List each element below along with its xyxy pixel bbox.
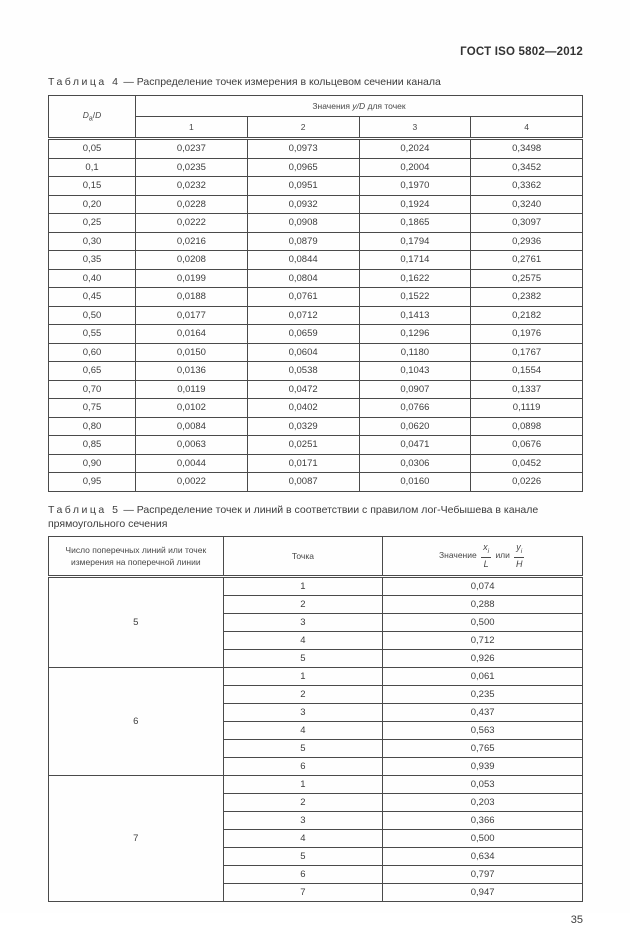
value-cell: 0,2182 bbox=[471, 306, 583, 325]
value-cell: 0,0022 bbox=[136, 473, 248, 492]
value-cell: 0,0951 bbox=[247, 177, 359, 196]
value-cell: 0,1522 bbox=[359, 288, 471, 307]
value-cell: 0,0472 bbox=[247, 380, 359, 399]
group-count-cell: 6 bbox=[49, 667, 224, 775]
value-cell: 0,437 bbox=[383, 703, 583, 721]
point-cell: 5 bbox=[223, 739, 383, 757]
point-cell: 7 bbox=[223, 883, 383, 901]
value-cell: 0,2575 bbox=[471, 269, 583, 288]
value-cell: 0,500 bbox=[383, 829, 583, 847]
table-row bbox=[49, 195, 583, 214]
value-cell: 0,0604 bbox=[247, 343, 359, 362]
page-number: 35 bbox=[570, 913, 583, 926]
value-cell: 0,0177 bbox=[136, 306, 248, 325]
point-cell: 2 bbox=[223, 685, 383, 703]
value-cell: 0,0102 bbox=[136, 399, 248, 418]
value-cell: 0,765 bbox=[383, 739, 583, 757]
value-cell: 0,0222 bbox=[136, 214, 248, 233]
value-cell: 0,0761 bbox=[247, 288, 359, 307]
table-row bbox=[49, 399, 583, 418]
table-row bbox=[49, 139, 583, 159]
value-cell: 0,0232 bbox=[136, 177, 248, 196]
value-cell: 0,0676 bbox=[471, 436, 583, 455]
ratio-cell: 0,65 bbox=[49, 362, 136, 381]
value-cell: 0,0063 bbox=[136, 436, 248, 455]
value-cell: 0,2382 bbox=[471, 288, 583, 307]
value-cell: 0,0235 bbox=[136, 158, 248, 177]
table5-header bbox=[49, 536, 583, 576]
value-cell: 0,0402 bbox=[247, 399, 359, 418]
header-span-suffix: для точек bbox=[367, 101, 406, 111]
point-cell: 1 bbox=[223, 667, 383, 685]
point-cell: 6 bbox=[223, 865, 383, 883]
value-cell: 0,0538 bbox=[247, 362, 359, 381]
header-span-variable: y/D bbox=[352, 101, 366, 111]
table5-caption bbox=[48, 503, 583, 531]
point-cell: 2 bbox=[223, 595, 383, 613]
table5-header-point: Точка bbox=[223, 536, 383, 576]
header-lines-line1: Число поперечных линий или точек bbox=[65, 544, 207, 555]
ratio-cell: 0,60 bbox=[49, 343, 136, 362]
ratio-cell: 0,15 bbox=[49, 177, 136, 196]
value-cell: 0,0908 bbox=[247, 214, 359, 233]
point-cell: 4 bbox=[223, 829, 383, 847]
value-cell: 0,500 bbox=[383, 613, 583, 631]
ratio-symbol: D bbox=[95, 110, 102, 121]
value-cell: 0,1924 bbox=[359, 195, 471, 214]
value-cell: 0,2024 bbox=[359, 139, 471, 159]
table-row bbox=[49, 288, 583, 307]
table-row bbox=[49, 343, 583, 362]
point-cell: 3 bbox=[223, 613, 383, 631]
ratio-cell: 0,35 bbox=[49, 251, 136, 270]
value-cell: 0,1554 bbox=[471, 362, 583, 381]
table4-header bbox=[49, 96, 583, 139]
value-cell: 0,1767 bbox=[471, 343, 583, 362]
document-standard-title: ГОСТ ISO 5802—2012 bbox=[460, 46, 583, 58]
value-cell: 0,0973 bbox=[247, 139, 359, 159]
table4-header-span bbox=[136, 96, 583, 117]
ratio-symbol: D bbox=[82, 110, 89, 121]
value-cell: 0,2936 bbox=[471, 232, 583, 251]
point-cell: 3 bbox=[223, 703, 383, 721]
value-cell: 0,1413 bbox=[359, 306, 471, 325]
value-cell: 0,2761 bbox=[471, 251, 583, 270]
value-cell: 0,3452 bbox=[471, 158, 583, 177]
ratio-cell: 0,20 bbox=[49, 195, 136, 214]
fraction-numerator: x bbox=[483, 541, 488, 552]
point-cell: 6 bbox=[223, 757, 383, 775]
point-cell: 4 bbox=[223, 631, 383, 649]
ratio-subscript: a bbox=[88, 115, 93, 123]
header-value-or: или bbox=[495, 549, 510, 560]
value-cell: 0,0251 bbox=[247, 436, 359, 455]
value-cell: 0,3362 bbox=[471, 177, 583, 196]
value-cell: 0,061 bbox=[383, 667, 583, 685]
value-cell: 0,1794 bbox=[359, 232, 471, 251]
value-cell: 0,0907 bbox=[359, 380, 471, 399]
value-cell: 0,1714 bbox=[359, 251, 471, 270]
point-cell: 1 bbox=[223, 775, 383, 793]
value-cell: 0,0188 bbox=[136, 288, 248, 307]
value-cell: 0,1180 bbox=[359, 343, 471, 362]
table-row bbox=[49, 306, 583, 325]
value-cell: 0,712 bbox=[383, 631, 583, 649]
value-cell: 0,3240 bbox=[471, 195, 583, 214]
value-cell: 0,0119 bbox=[136, 380, 248, 399]
value-cell: 0,0160 bbox=[359, 473, 471, 492]
table-row bbox=[49, 158, 583, 177]
fraction-numerator: y bbox=[516, 541, 521, 552]
table-row bbox=[49, 454, 583, 473]
value-cell: 0,1296 bbox=[359, 325, 471, 344]
value-cell: 0,939 bbox=[383, 757, 583, 775]
table4-header-point-3: 3 bbox=[359, 117, 471, 139]
value-cell: 0,0226 bbox=[471, 473, 583, 492]
ratio-cell: 0,55 bbox=[49, 325, 136, 344]
value-cell: 0,0150 bbox=[136, 343, 248, 362]
value-cell: 0,366 bbox=[383, 811, 583, 829]
value-cell: 0,0898 bbox=[471, 417, 583, 436]
table4-header-point-2: 2 bbox=[247, 117, 359, 139]
value-cell: 0,1622 bbox=[359, 269, 471, 288]
ratio-cell: 0,75 bbox=[49, 399, 136, 418]
ratio-cell: 0,95 bbox=[49, 473, 136, 492]
group-count-cell: 7 bbox=[49, 775, 224, 901]
value-cell: 0,0164 bbox=[136, 325, 248, 344]
ratio-cell: 0,1 bbox=[49, 158, 136, 177]
value-cell: 0,0208 bbox=[136, 251, 248, 270]
value-cell: 0,0087 bbox=[247, 473, 359, 492]
table4-ring-section-points bbox=[48, 95, 583, 492]
value-cell: 0,0932 bbox=[247, 195, 359, 214]
table4-caption bbox=[48, 75, 583, 89]
table5-caption-label: Таблица 5 bbox=[48, 503, 121, 516]
value-cell: 0,0084 bbox=[136, 417, 248, 436]
table4-header-ratio bbox=[49, 96, 136, 139]
header-value-prefix: Значение bbox=[439, 549, 477, 560]
header-lines-line2: измерения на поперечной линии bbox=[71, 556, 201, 567]
value-cell: 0,926 bbox=[383, 649, 583, 667]
value-cell: 0,1976 bbox=[471, 325, 583, 344]
table5-chebyshev-points bbox=[48, 536, 583, 902]
table-row bbox=[49, 775, 583, 793]
value-cell: 0,0237 bbox=[136, 139, 248, 159]
table-row bbox=[49, 232, 583, 251]
value-cell: 0,0471 bbox=[359, 436, 471, 455]
table-row bbox=[49, 667, 583, 685]
table-row bbox=[49, 380, 583, 399]
ratio-cell: 0,70 bbox=[49, 380, 136, 399]
value-cell: 0,3097 bbox=[471, 214, 583, 233]
value-cell: 0,0844 bbox=[247, 251, 359, 270]
fraction-numerator-sub: i bbox=[520, 547, 523, 555]
value-cell: 0,0329 bbox=[247, 417, 359, 436]
value-cell: 0,797 bbox=[383, 865, 583, 883]
table5-header-value bbox=[383, 536, 583, 576]
value-cell: 0,074 bbox=[383, 576, 583, 595]
value-cell: 0,288 bbox=[383, 595, 583, 613]
table4-caption-text: — Распределение точек измерения в кольцевом сечении канала bbox=[123, 76, 441, 88]
table4-body bbox=[49, 139, 583, 492]
table-row bbox=[49, 177, 583, 196]
value-cell: 0,0879 bbox=[247, 232, 359, 251]
point-cell: 3 bbox=[223, 811, 383, 829]
header-span-prefix: Значения bbox=[312, 101, 350, 111]
ratio-cell: 0,45 bbox=[49, 288, 136, 307]
value-cell: 0,1337 bbox=[471, 380, 583, 399]
ratio-cell: 0,40 bbox=[49, 269, 136, 288]
value-cell: 0,0044 bbox=[136, 454, 248, 473]
value-cell: 0,0306 bbox=[359, 454, 471, 473]
ratio-cell: 0,25 bbox=[49, 214, 136, 233]
value-cell: 0,0452 bbox=[471, 454, 583, 473]
table4-header-point-1: 1 bbox=[136, 117, 248, 139]
fraction-numerator-sub: i bbox=[487, 547, 490, 555]
point-cell: 4 bbox=[223, 721, 383, 739]
ratio-cell: 0,50 bbox=[49, 306, 136, 325]
ratio-slash: / bbox=[92, 110, 96, 121]
group-count-cell: 5 bbox=[49, 576, 224, 667]
fraction-yi-over-H bbox=[514, 542, 524, 570]
value-cell: 0,1865 bbox=[359, 214, 471, 233]
ratio-cell: 0,85 bbox=[49, 436, 136, 455]
table-row bbox=[49, 269, 583, 288]
table-header-row bbox=[49, 96, 583, 117]
value-cell: 0,2004 bbox=[359, 158, 471, 177]
ratio-cell: 0,80 bbox=[49, 417, 136, 436]
table-row bbox=[49, 362, 583, 381]
value-cell: 0,1043 bbox=[359, 362, 471, 381]
value-cell: 0,0620 bbox=[359, 417, 471, 436]
value-cell: 0,053 bbox=[383, 775, 583, 793]
fraction-denominator: L bbox=[483, 559, 489, 570]
table5-body bbox=[49, 576, 583, 901]
table4-header-point-4: 4 bbox=[471, 117, 583, 139]
table5-header-lines bbox=[49, 536, 224, 576]
table-row bbox=[49, 251, 583, 270]
value-cell: 0,0136 bbox=[136, 362, 248, 381]
table-row bbox=[49, 214, 583, 233]
point-cell: 5 bbox=[223, 847, 383, 865]
value-cell: 0,0712 bbox=[247, 306, 359, 325]
value-cell: 0,235 bbox=[383, 685, 583, 703]
fraction-denominator: H bbox=[516, 559, 523, 570]
point-cell: 2 bbox=[223, 793, 383, 811]
table-row bbox=[49, 417, 583, 436]
value-cell: 0,947 bbox=[383, 883, 583, 901]
value-cell: 0,3498 bbox=[471, 139, 583, 159]
value-cell: 0,0804 bbox=[247, 269, 359, 288]
value-cell: 0,634 bbox=[383, 847, 583, 865]
value-cell: 0,203 bbox=[383, 793, 583, 811]
point-cell: 1 bbox=[223, 576, 383, 595]
value-cell: 0,0766 bbox=[359, 399, 471, 418]
value-cell: 0,563 bbox=[383, 721, 583, 739]
value-cell: 0,1119 bbox=[471, 399, 583, 418]
value-cell: 0,0171 bbox=[247, 454, 359, 473]
value-cell: 0,0228 bbox=[136, 195, 248, 214]
ratio-cell: 0,90 bbox=[49, 454, 136, 473]
table-row bbox=[49, 325, 583, 344]
value-cell: 0,0659 bbox=[247, 325, 359, 344]
table4-caption-label: Таблица 4 bbox=[48, 76, 121, 88]
table5-caption-text: — Распределение точек и линий в соответствии с правилом лог-Чебышева в канале прямоугольного сечения bbox=[48, 503, 539, 530]
table-row bbox=[49, 473, 583, 492]
value-cell: 0,0216 bbox=[136, 232, 248, 251]
fraction-xi-over-L bbox=[481, 542, 491, 570]
value-cell: 0,1970 bbox=[359, 177, 471, 196]
value-cell: 0,0965 bbox=[247, 158, 359, 177]
table-row bbox=[49, 576, 583, 595]
table-row bbox=[49, 436, 583, 455]
point-cell: 5 bbox=[223, 649, 383, 667]
ratio-cell: 0,05 bbox=[49, 139, 136, 159]
value-cell: 0,0199 bbox=[136, 269, 248, 288]
ratio-cell: 0,30 bbox=[49, 232, 136, 251]
table-header-row bbox=[49, 536, 583, 576]
